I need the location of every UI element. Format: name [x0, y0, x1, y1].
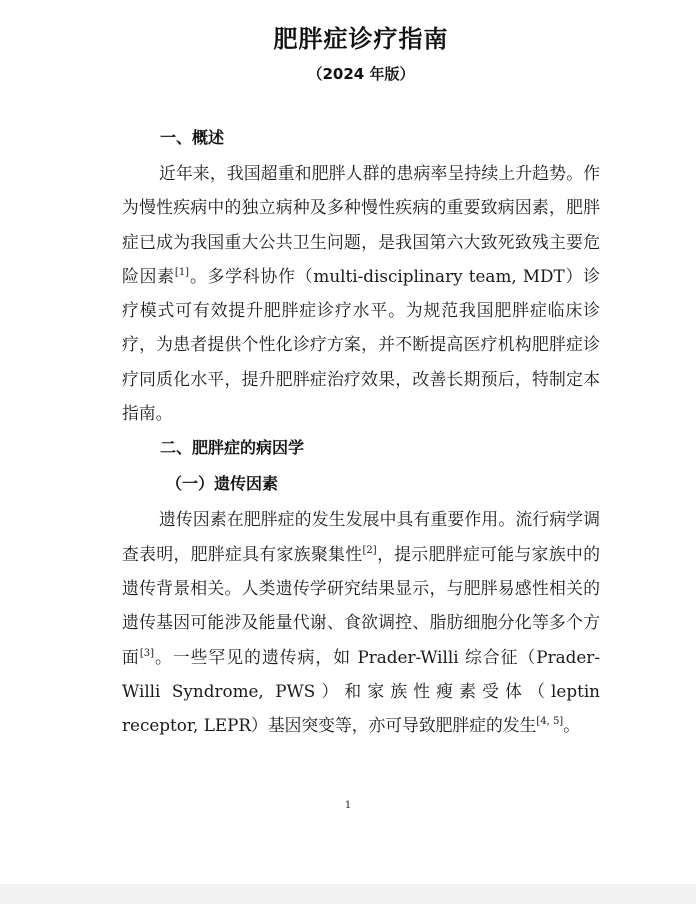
citation-ref: [2]	[362, 544, 377, 556]
overview-paragraph	[122, 156, 600, 430]
page-bottom-margin	[0, 884, 696, 904]
section-heading-overview: 一、概述	[160, 128, 225, 147]
text-run: 。多学科协作（multi-disciplinary team, MDT）诊疗模式可有效提升肥胖症诊疗水平。为规范我国肥胖症临床诊疗，为患者提供个性化诊疗方案，并不断提高医疗机构肥胖症诊疗同质化水平，提升肥胖症治疗效果，改善长期预后，特制定本指南。	[122, 265, 600, 424]
section-heading-etiology: 二、肥胖症的病因学	[160, 438, 305, 458]
document-edition: （2024 年版）	[307, 65, 415, 83]
citation-ref: [3]	[139, 647, 154, 659]
text-run: 遗传因素在肥胖症的发生发展中具有重要作用。流行病学调查表明，肥胖症具有家族聚集性	[122, 509, 600, 564]
text-run: 。	[563, 715, 581, 736]
citation-ref: [1]	[174, 266, 190, 278]
genetic-paragraph	[122, 502, 600, 742]
text-run: ，提示肥胖症可能与家族中的遗传背景相关。人类遗传学研究结果显示，与肥胖易感性相关的遗传基因可能涉及能量代谢、食欲调控、脂肪细胞分化等多个方面	[122, 543, 600, 667]
page-number: 1	[344, 800, 352, 811]
document-title: 肥胖症诊疗指南	[273, 25, 449, 53]
citation-ref: [4, 5]	[536, 716, 564, 728]
text-run: 。一些罕见的遗传病，如 Prader-Willi 综合征（Prader-Willi Syndrome, PWS）和家族性瘦素受体（leptin receptor, LEPR）基因突变等，亦可导致肥胖症的发生	[122, 646, 600, 736]
subsection-heading-genetic: （一）遗传因素	[166, 474, 279, 494]
text-run: 近年来，我国超重和肥胖人群的患病率呈持续上升趋势。作为慢性疾病中的独立病种及多种慢性疾病的重要致病因素，肥胖症已成为我国重大公共卫生问题，是我国第六大致死致残主要危险因素	[122, 163, 600, 286]
